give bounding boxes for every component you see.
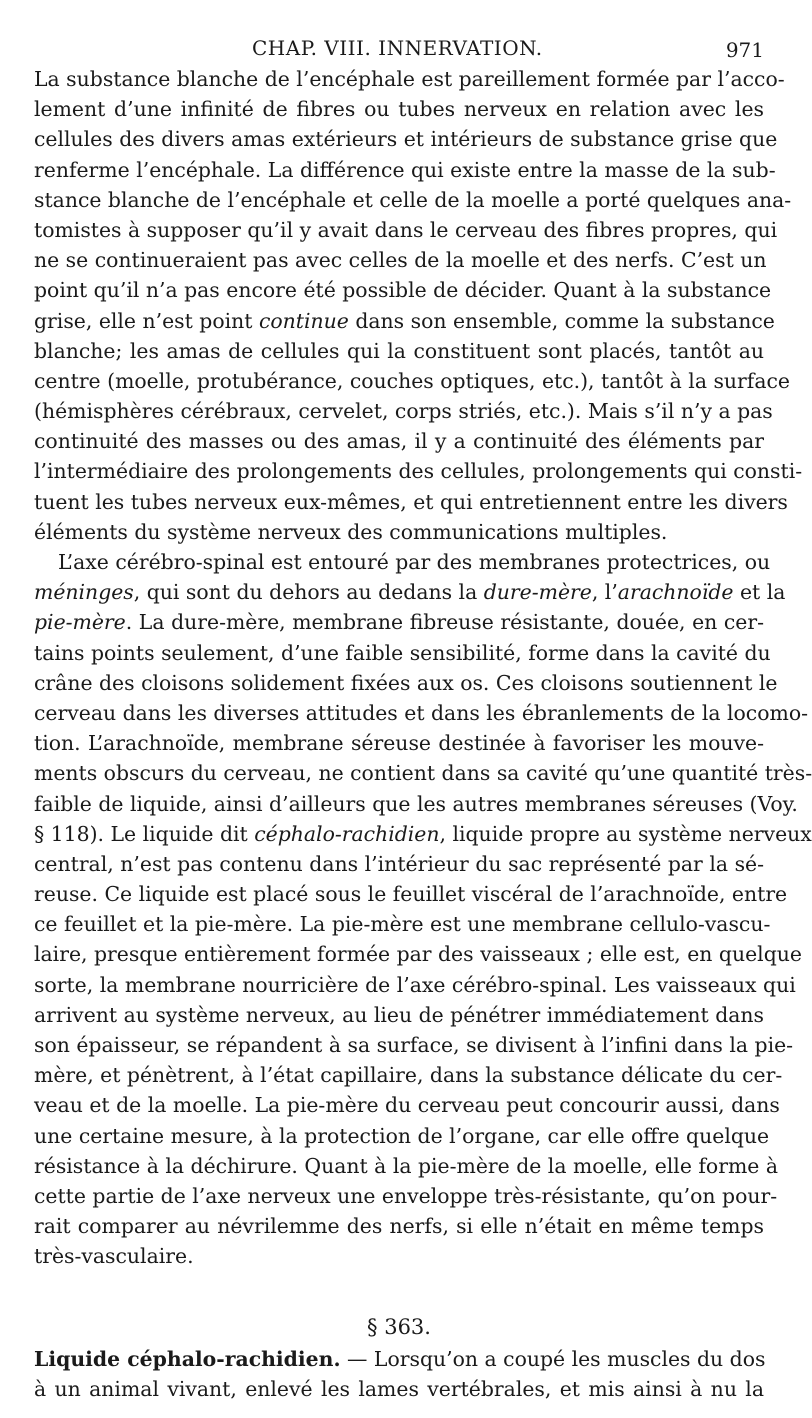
text-line: veau et de la moelle. La pie-mère du cerveau peut concourir aussi, dans bbox=[34, 1093, 780, 1118]
page-header bbox=[34, 30, 764, 64]
section-second-line: à un animal vivant, enlevé les lames vertébrales, et mis ainsi à nu la bbox=[34, 1376, 764, 1401]
text-line: tains points seulement, d’une faible sensibilité, forme dans la cavité du bbox=[34, 640, 771, 665]
section-number: § 363. bbox=[367, 1314, 431, 1339]
text-line: continuité des masses ou des amas, il y a continuité des éléments par bbox=[34, 429, 764, 454]
text-segment: et la bbox=[733, 580, 786, 605]
section-first-line-text: — Lorsqu’on a coupé les muscles du dos bbox=[340, 1346, 766, 1371]
text-line: laire, presque entièrement formée par des vaisseaux ; elle est, en quelque bbox=[34, 942, 802, 967]
text-line bbox=[34, 819, 812, 849]
text-segment: dans son ensemble, comme la substance bbox=[348, 308, 775, 333]
text-line: (hémisphères cérébraux, cervelet, corps striés, etc.). Mais s’il n’y a pas bbox=[34, 399, 773, 424]
paragraph-substance-blanche bbox=[34, 64, 803, 547]
section-first-line bbox=[34, 1344, 764, 1374]
text-line: très-vasculaire. bbox=[34, 1244, 194, 1269]
text-line: lement d’une infinité de fibres ou tubes nerveux en relation avec les bbox=[34, 97, 764, 122]
text-line: l’intermédiaire des prolongements des cellules, prolongements qui consti- bbox=[34, 459, 803, 484]
text-line: une certaine mesure, à la protection de l’organe, car elle offre quelque bbox=[34, 1123, 770, 1148]
text-line: La substance blanche de l’encéphale est pareillement formée par l’acco- bbox=[34, 67, 785, 91]
text-line: ne se continueraient pas avec celles de la moelle et des nerfs. C’est un bbox=[34, 248, 767, 273]
text-line: cerveau dans les diverses attitudes et dans les ébranlements de la locomo- bbox=[34, 700, 808, 725]
text-line: stance blanche de l’encéphale et celle de la moelle a porté quelques ana- bbox=[34, 187, 792, 212]
text-line: faible de liquide, ainsi d’ailleurs que les autres membranes séreuses (Voy. bbox=[34, 791, 798, 816]
italic-term: pie-mère bbox=[34, 610, 126, 635]
italic-term: méninges bbox=[34, 580, 134, 605]
text-line: crâne des cloisons solidement fixées aux os. Ces cloisons soutiennent le bbox=[34, 670, 778, 695]
paragraph-meninges bbox=[34, 547, 812, 1272]
text-line: éléments du système nerveux des communications multiples. bbox=[34, 519, 668, 544]
italic-term: dure-mère bbox=[483, 580, 592, 605]
text-line: mère, et pénètrent, à l’état capillaire, dans la substance délicate du cer- bbox=[34, 1063, 783, 1088]
italic-term: arachnoïde bbox=[617, 580, 734, 605]
text-line: centre (moelle, protubérance, couches optiques, etc.), tantôt à la surface bbox=[34, 368, 790, 393]
text-line: central, n’est pas contenu dans l’intérieur du sac représenté par la sé- bbox=[34, 851, 764, 876]
text-line: résistance à la déchirure. Quant à la pie-mère de la moelle, elle forme à bbox=[34, 1153, 778, 1178]
text-segment: § 118). Le liquide dit bbox=[34, 821, 255, 846]
italic-term: continue bbox=[258, 308, 349, 333]
text-segment: , l’ bbox=[591, 580, 618, 605]
text-line: ce feuillet et la pie-mère. La pie-mère est une membrane cellulo-vascu- bbox=[34, 912, 771, 937]
text-line: sorte, la membrane nourricière de l’axe cérébro-spinal. Les vaisseaux qui bbox=[34, 972, 796, 997]
text-segment: . La dure-mère, membrane fibreuse résistante, douée, en cer- bbox=[125, 610, 764, 635]
text-line bbox=[34, 306, 775, 336]
text-line bbox=[34, 607, 764, 637]
text-line: tomistes à supposer qu’il y avait dans le cerveau des fibres propres, qui bbox=[34, 217, 778, 242]
text-line: L’axe cérébro-spinal est entouré par des membranes protectrices, ou bbox=[58, 550, 771, 574]
text-line: blanche; les amas de cellules qui la constituent sont placés, tantôt au bbox=[34, 338, 764, 363]
text-line: reuse. Ce liquide est placé sous le feuillet viscéral de l’arachnoïde, entre bbox=[34, 882, 788, 907]
text-line: arrivent au système nerveux, au lieu de pénétrer immédiatement dans bbox=[34, 1002, 764, 1027]
text-line: tion. L’arachnoïde, membrane séreuse destinée à favoriser les mouve- bbox=[34, 731, 764, 756]
section-heading: Liquide céphalo-rachidien. bbox=[34, 1346, 341, 1371]
text-line: point qu’il n’a pas encore été possible de décider. Quant à la substance bbox=[34, 278, 772, 303]
text-line: cette partie de l’axe nerveux une enveloppe très-résistante, qu’on pour- bbox=[34, 1183, 778, 1208]
italic-term: céphalo-rachidien bbox=[254, 821, 440, 846]
text-line: son épaisseur, se répandent à sa surface, se divisent à l’infini dans la pie- bbox=[34, 1033, 794, 1057]
text-segment: grise, elle n’est point bbox=[34, 308, 259, 333]
text-segment: , liquide propre au système nerveux bbox=[439, 821, 812, 846]
page-number: 971 bbox=[725, 38, 764, 62]
text-line: tuent les tubes nerveux eux-mêmes, et qui entretiennent entre les divers bbox=[34, 489, 788, 514]
text-line: ments obscurs du cerveau, ne contient dans sa cavité qu’une quantité très- bbox=[34, 761, 812, 786]
text-line bbox=[34, 577, 786, 607]
running-head: CHAP. VIII. INNERVATION. bbox=[252, 36, 543, 60]
text-line: cellules des divers amas extérieurs et intérieurs de substance grise que bbox=[34, 127, 778, 152]
text-segment: , qui sont du dehors au dedans la bbox=[133, 580, 484, 605]
text-line: rait comparer au névrilemme des nerfs, si elle n’était en même temps bbox=[34, 1214, 764, 1239]
text-line: renferme l’encéphale. La différence qui existe entre la masse de la sub- bbox=[34, 157, 776, 182]
